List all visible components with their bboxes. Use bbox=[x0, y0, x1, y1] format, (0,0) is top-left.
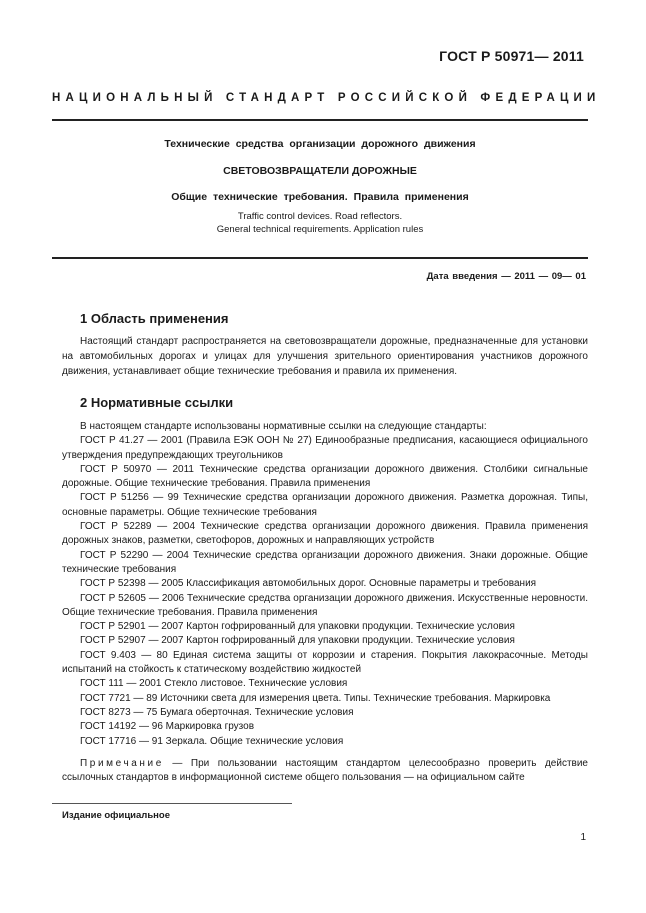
english-title-line-1: Traffic control devices. Road reflectors. bbox=[237, 211, 403, 222]
reference-item: ГОСТ Р 52290 — 2004 Технические средства организации дорожного движения. Знаки дорожные. Общие технические требования bbox=[62, 549, 588, 575]
reference-item: ГОСТ 8273 — 75 Бумага оберточная. Технические условия bbox=[80, 706, 354, 718]
footer-divider bbox=[52, 803, 292, 804]
reference-item: ГОСТ Р 52289 — 2004 Технические средства организации дорожного движения. Правила применения дорожных знаков, разметки, светофоров, дорожных и направляющих устройств bbox=[62, 521, 588, 547]
document-code: ГОСТ Р 50971— 2011 bbox=[439, 48, 584, 64]
reference-item: ГОСТ Р 51256 — 99 Технические средства организации дорожного движения. Разметка дорожная. Типы, основные параметры. Общие технические требования bbox=[62, 492, 588, 518]
introduction-date: Дата введения — 2011 — 09— 01 bbox=[426, 271, 586, 282]
section-references-heading: 2 Нормативные ссылки bbox=[80, 395, 234, 410]
section-scope-text bbox=[62, 334, 588, 379]
page-number: 1 bbox=[580, 832, 586, 843]
references-list bbox=[62, 420, 588, 749]
title-divider bbox=[52, 257, 588, 259]
official-edition-label: Издание официальное bbox=[62, 810, 170, 821]
reference-item: ГОСТ Р 52605 — 2006 Технические средства организации дорожного движения. Искусственные неровности. Общие технические требования. Правила применения bbox=[62, 592, 588, 618]
national-standard-banner: НАЦИОНАЛЬНЫЙ СТАНДАРТ РОССИЙСКОЙ ФЕДЕРАЦИИ bbox=[52, 92, 601, 104]
note-text: — При пользовании настоящим стандартом целесообразно проверить действие ссылочных стандартов в информационной системе общего пользования — на официальном сайте bbox=[62, 758, 588, 783]
reference-item: ГОСТ Р 52907 — 2007 Картон гофрированный для упаковки продукции. Технические условия bbox=[80, 635, 515, 647]
standard-subject: Технические средства организации дорожного движения bbox=[164, 138, 476, 150]
references-note bbox=[62, 757, 588, 785]
reference-item: ГОСТ 9.403 — 80 Единая система защиты от коррозии и старения. Покрытия лакокрасочные. Методы испытаний на стойкость к статическому воздействию жидкостей bbox=[62, 649, 588, 676]
reference-item: ГОСТ Р 52901 — 2007 Картон гофрированный для упаковки продукции. Технические условия bbox=[80, 621, 515, 633]
reference-item: ГОСТ Р 52398 — 2005 Классификация автомобильных дорог. Основные параметры и требования bbox=[80, 578, 537, 590]
reference-item: ГОСТ 14192 — 96 Маркировка грузов bbox=[80, 721, 255, 733]
note-label: Примечание bbox=[80, 758, 164, 769]
reference-item: ГОСТ 17716 — 91 Зеркала. Общие технические условия bbox=[80, 735, 344, 747]
reference-item: ГОСТ Р 50970 — 2011 Технические средства организации дорожного движения. Столбики сигнальные дорожные. Общие технические требования. Правила применения bbox=[62, 463, 588, 490]
section-scope-heading: 1 Область применения bbox=[80, 311, 229, 326]
english-title-line-2: General technical requirements. Application rules bbox=[216, 224, 424, 235]
reference-item: ГОСТ 111 — 2001 Стекло листовое. Технические условия bbox=[80, 678, 348, 690]
reference-item: ГОСТ 7721 — 89 Источники света для измерения цвета. Типы. Технические требования. Маркировка bbox=[80, 692, 551, 704]
reference-intro: В настоящем стандарте использованы нормативные ссылки на следующие стандарты: bbox=[80, 421, 487, 432]
top-divider bbox=[52, 119, 588, 121]
standard-title: СВЕТОВОЗВРАЩАТЕЛИ ДОРОЖНЫЕ bbox=[223, 165, 417, 177]
scope-text: Настоящий стандарт распространяется на световозвращатели дорожные, предназначенные для установки на автомобильных дорогах и улицах для улучшения зрительного ориентирования участников дорожного движения, устанавливает общие технические требования и правила их применения. bbox=[62, 336, 588, 377]
reference-item: ГОСТ Р 41.27 — 2001 (Правила ЕЭК ООН № 27) Единообразные предписания, касающиеся официального утверждения предупреждающих треугольников bbox=[62, 435, 588, 461]
standard-subtitle: Общие технические требования. Правила применения bbox=[171, 191, 469, 203]
